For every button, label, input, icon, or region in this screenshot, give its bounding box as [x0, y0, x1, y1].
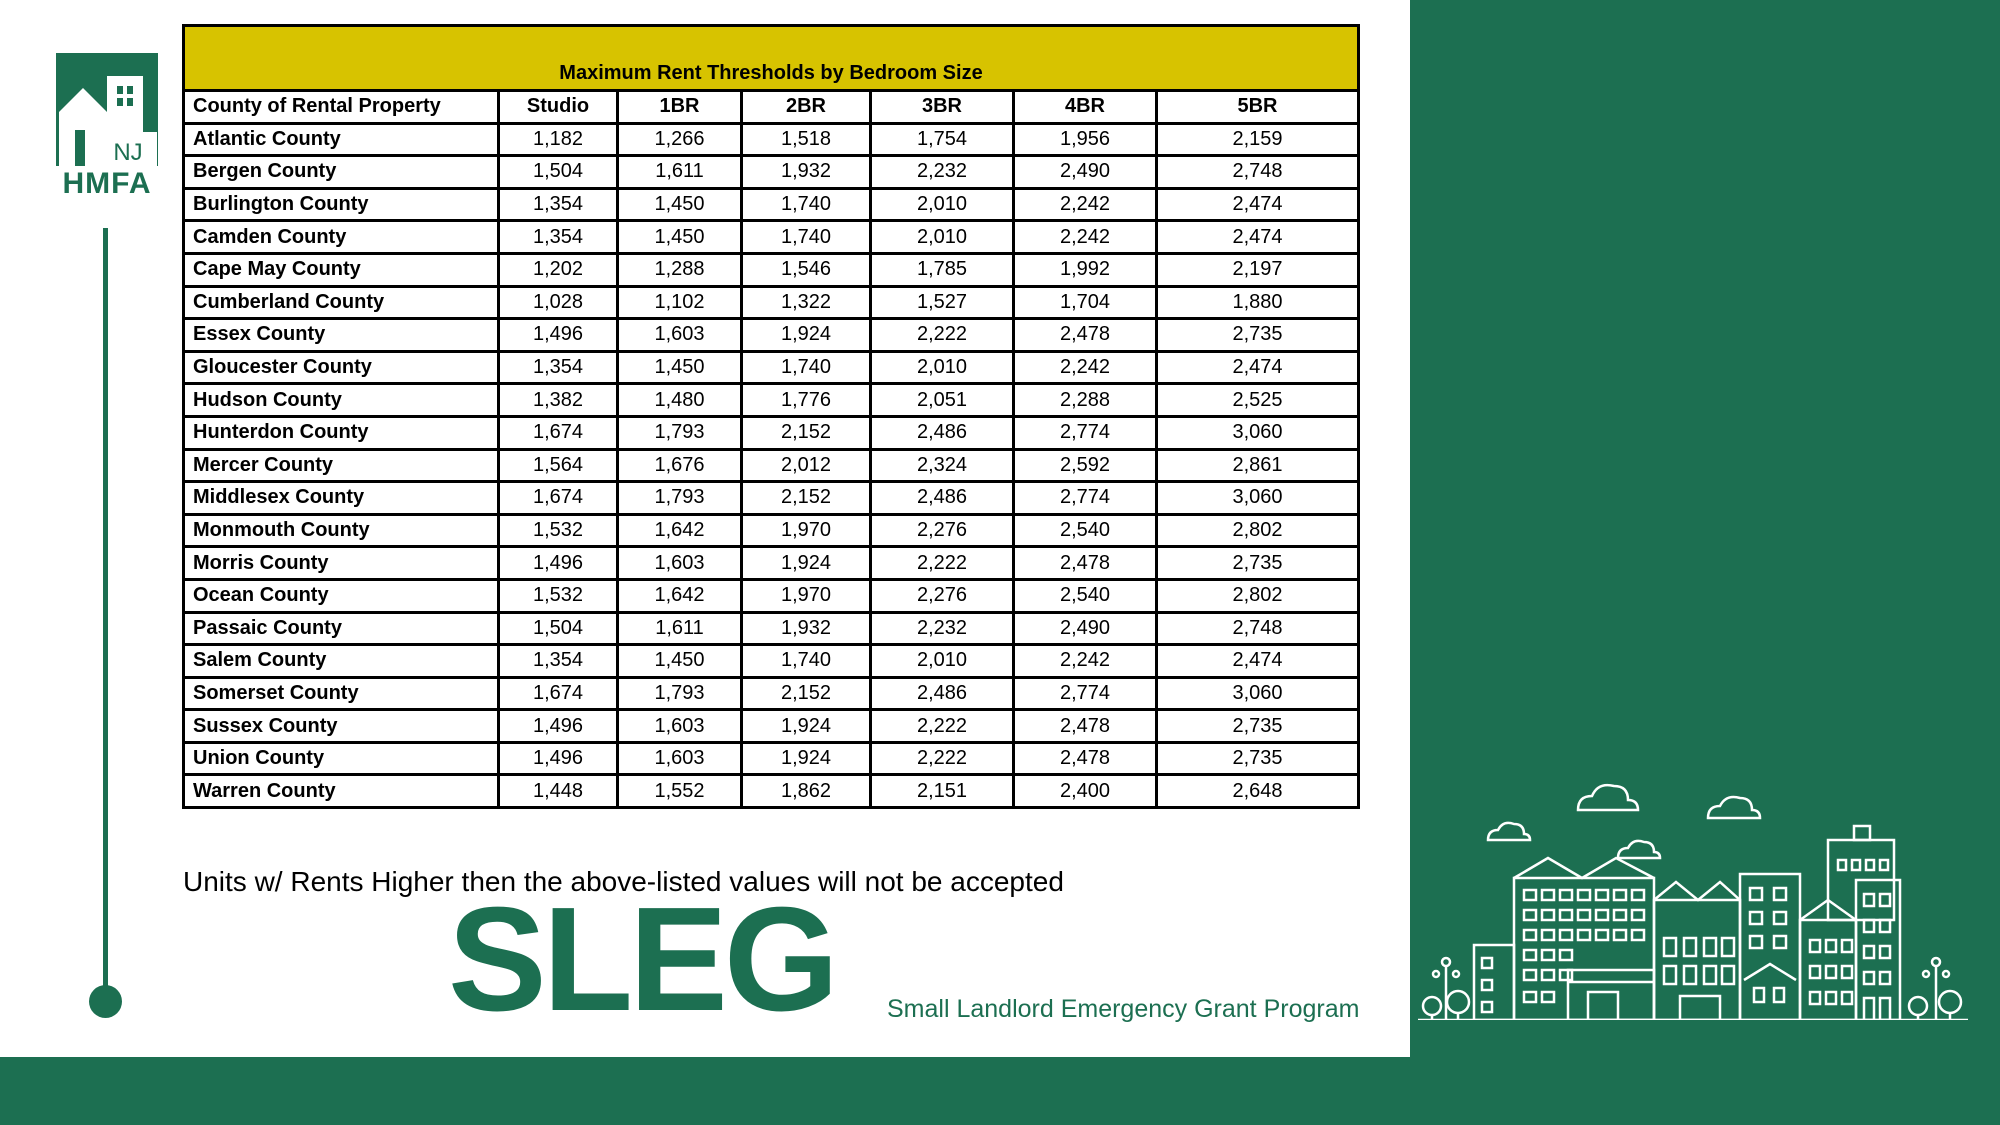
rent-value-cell: 1,448 [499, 775, 618, 808]
county-name-cell: Monmouth County [184, 514, 499, 547]
rent-value-cell: 1,354 [499, 351, 618, 384]
rent-value-cell: 2,735 [1157, 742, 1359, 775]
rent-value-cell: 1,354 [499, 221, 618, 254]
rent-value-cell: 2,474 [1157, 645, 1359, 678]
rent-value-cell: 2,478 [1014, 710, 1157, 743]
rent-value-cell: 3,060 [1157, 416, 1359, 449]
rent-value-cell: 1,496 [499, 710, 618, 743]
program-name: Small Landlord Emergency Grant Program [887, 995, 1360, 1023]
rent-value-cell: 1,202 [499, 253, 618, 286]
rent-value-cell: 2,232 [871, 612, 1014, 645]
rent-value-cell: 1,793 [618, 482, 742, 515]
county-name-cell: Cape May County [184, 253, 499, 286]
table-row [184, 123, 1359, 156]
rent-value-cell: 2,474 [1157, 188, 1359, 221]
rent-value-cell: 2,288 [1014, 384, 1157, 417]
rent-value-cell: 2,159 [1157, 123, 1359, 156]
rent-value-cell: 2,400 [1014, 775, 1157, 808]
rent-value-cell: 2,748 [1157, 156, 1359, 189]
rent-value-cell: 2,735 [1157, 547, 1359, 580]
rent-value-cell: 1,970 [742, 514, 871, 547]
county-name-cell: Sussex County [184, 710, 499, 743]
county-name-cell: Essex County [184, 319, 499, 352]
county-name-cell: Atlantic County [184, 123, 499, 156]
eligibility-note: Units w/ Rents Higher then the above-listed values will not be accepted [183, 866, 1064, 897]
table-row [184, 482, 1359, 515]
table-row [184, 579, 1359, 612]
rent-value-cell: 1,354 [499, 645, 618, 678]
timeline-line [103, 228, 108, 990]
rent-value-cell: 2,010 [871, 221, 1014, 254]
rent-value-cell: 1,322 [742, 286, 871, 319]
rent-value-cell: 2,232 [871, 156, 1014, 189]
rent-value-cell: 1,970 [742, 579, 871, 612]
rent-value-cell: 2,222 [871, 547, 1014, 580]
rent-value-cell: 1,642 [618, 514, 742, 547]
column-header-4br: 4BR [1014, 91, 1157, 124]
county-name-cell: Hudson County [184, 384, 499, 417]
rent-value-cell: 1,956 [1014, 123, 1157, 156]
rent-value-cell: 2,802 [1157, 514, 1359, 547]
rent-value-cell: 1,924 [742, 547, 871, 580]
county-name-cell: Somerset County [184, 677, 499, 710]
rent-value-cell: 1,480 [618, 384, 742, 417]
rent-value-cell: 2,152 [742, 416, 871, 449]
rent-value-cell: 1,611 [618, 612, 742, 645]
table-row [184, 221, 1359, 254]
table-row [184, 319, 1359, 352]
rent-value-cell: 1,674 [499, 416, 618, 449]
table-row [184, 547, 1359, 580]
rent-value-cell: 1,564 [499, 449, 618, 482]
rent-value-cell: 1,450 [618, 351, 742, 384]
county-name-cell: Middlesex County [184, 482, 499, 515]
sleg-wordmark: SLEG [448, 877, 835, 1042]
rent-value-cell: 2,222 [871, 319, 1014, 352]
rent-value-cell: 1,028 [499, 286, 618, 319]
rent-value-cell: 1,924 [742, 742, 871, 775]
rent-value-cell: 2,861 [1157, 449, 1359, 482]
rent-value-cell: 2,152 [742, 482, 871, 515]
rent-value-cell: 1,504 [499, 612, 618, 645]
rent-value-cell: 2,242 [1014, 221, 1157, 254]
county-name-cell: Bergen County [184, 156, 499, 189]
rent-value-cell: 2,012 [742, 449, 871, 482]
county-name-cell: Ocean County [184, 579, 499, 612]
rent-value-cell: 2,748 [1157, 612, 1359, 645]
rent-value-cell: 2,010 [871, 188, 1014, 221]
rent-value-cell: 2,525 [1157, 384, 1359, 417]
rent-value-cell: 1,740 [742, 221, 871, 254]
rent-value-cell: 2,242 [1014, 351, 1157, 384]
column-header-5br: 5BR [1157, 91, 1359, 124]
table-row [184, 188, 1359, 221]
column-header-1br: 1BR [618, 91, 742, 124]
rent-value-cell: 1,754 [871, 123, 1014, 156]
rent-value-cell: 1,504 [499, 156, 618, 189]
rent-value-cell: 3,060 [1157, 677, 1359, 710]
column-header-studio: Studio [499, 91, 618, 124]
table-header-row [184, 91, 1359, 124]
rent-value-cell: 1,603 [618, 710, 742, 743]
rent-value-cell: 1,611 [618, 156, 742, 189]
rent-value-cell: 1,603 [618, 742, 742, 775]
rent-value-cell: 2,774 [1014, 416, 1157, 449]
table-row [184, 253, 1359, 286]
rent-value-cell: 1,674 [499, 482, 618, 515]
county-name-cell: Burlington County [184, 188, 499, 221]
rent-value-cell: 1,603 [618, 319, 742, 352]
table-row [184, 351, 1359, 384]
rent-value-cell: 1,382 [499, 384, 618, 417]
rent-value-cell: 1,288 [618, 253, 742, 286]
rent-value-cell: 2,540 [1014, 579, 1157, 612]
rent-value-cell: 2,592 [1014, 449, 1157, 482]
table-row [184, 384, 1359, 417]
rent-value-cell: 1,450 [618, 645, 742, 678]
rent-value-cell: 1,642 [618, 579, 742, 612]
rent-value-cell: 2,774 [1014, 482, 1157, 515]
city-skyline-icon [1418, 770, 1968, 1020]
rent-value-cell: 1,532 [499, 579, 618, 612]
table-body [184, 123, 1359, 807]
rent-value-cell: 1,518 [742, 123, 871, 156]
rent-value-cell: 1,496 [499, 547, 618, 580]
rent-value-cell: 1,704 [1014, 286, 1157, 319]
rent-value-cell: 2,474 [1157, 221, 1359, 254]
table-row [184, 612, 1359, 645]
rent-value-cell: 1,266 [618, 123, 742, 156]
rent-value-cell: 1,496 [499, 319, 618, 352]
rent-value-cell: 1,776 [742, 384, 871, 417]
rent-value-cell: 1,740 [742, 645, 871, 678]
rent-value-cell: 2,486 [871, 677, 1014, 710]
table-row [184, 742, 1359, 775]
table-row [184, 156, 1359, 189]
county-name-cell: Cumberland County [184, 286, 499, 319]
nj-hmfa-logo [55, 52, 159, 200]
table-row [184, 677, 1359, 710]
table-row [184, 514, 1359, 547]
rent-value-cell: 2,276 [871, 579, 1014, 612]
rent-value-cell: 1,932 [742, 156, 871, 189]
rent-value-cell: 1,785 [871, 253, 1014, 286]
rent-value-cell: 1,496 [499, 742, 618, 775]
rent-value-cell: 2,735 [1157, 710, 1359, 743]
rent-value-cell: 1,450 [618, 221, 742, 254]
rent-value-cell: 2,802 [1157, 579, 1359, 612]
rent-value-cell: 2,478 [1014, 742, 1157, 775]
table-row [184, 449, 1359, 482]
rent-value-cell: 1,354 [499, 188, 618, 221]
county-name-cell: Camden County [184, 221, 499, 254]
rent-value-cell: 1,552 [618, 775, 742, 808]
county-name-cell: Union County [184, 742, 499, 775]
bottom-band [0, 1057, 2000, 1125]
rent-value-cell: 1,674 [499, 677, 618, 710]
rent-value-cell: 1,450 [618, 188, 742, 221]
rent-value-cell: 1,102 [618, 286, 742, 319]
rent-value-cell: 2,490 [1014, 156, 1157, 189]
table-row [184, 710, 1359, 743]
rent-value-cell: 1,740 [742, 188, 871, 221]
county-name-cell: Morris County [184, 547, 499, 580]
county-name-cell: Warren County [184, 775, 499, 808]
rent-value-cell: 2,276 [871, 514, 1014, 547]
rent-value-cell: 1,546 [742, 253, 871, 286]
rent-value-cell: 2,474 [1157, 351, 1359, 384]
rent-value-cell: 2,242 [1014, 645, 1157, 678]
table-row [184, 775, 1359, 808]
timeline-dot [89, 985, 122, 1018]
rent-value-cell: 1,793 [618, 416, 742, 449]
rent-value-cell: 2,478 [1014, 319, 1157, 352]
county-name-cell: Gloucester County [184, 351, 499, 384]
county-name-cell: Passaic County [184, 612, 499, 645]
table-title: Maximum Rent Thresholds by Bedroom Size [184, 26, 1359, 91]
rent-value-cell: 2,478 [1014, 547, 1157, 580]
rent-value-cell: 2,735 [1157, 319, 1359, 352]
rent-value-cell: 1,603 [618, 547, 742, 580]
rent-value-cell: 2,486 [871, 482, 1014, 515]
rent-value-cell: 2,010 [871, 645, 1014, 678]
rent-value-cell: 3,060 [1157, 482, 1359, 515]
rent-value-cell: 2,222 [871, 710, 1014, 743]
county-name-cell: Hunterdon County [184, 416, 499, 449]
rent-value-cell: 2,490 [1014, 612, 1157, 645]
rent-value-cell: 2,324 [871, 449, 1014, 482]
rent-value-cell: 2,222 [871, 742, 1014, 775]
rent-value-cell: 1,862 [742, 775, 871, 808]
rent-value-cell: 2,540 [1014, 514, 1157, 547]
rent-value-cell: 1,880 [1157, 286, 1359, 319]
rent-value-cell: 2,648 [1157, 775, 1359, 808]
table-row [184, 416, 1359, 449]
rent-value-cell: 2,197 [1157, 253, 1359, 286]
table-title-row [184, 26, 1359, 91]
logo-text: HMFA [62, 167, 152, 200]
county-name-cell: Salem County [184, 645, 499, 678]
rent-value-cell: 1,182 [499, 123, 618, 156]
rent-value-cell: 1,924 [742, 319, 871, 352]
rent-value-cell: 2,486 [871, 416, 1014, 449]
rent-value-cell: 1,676 [618, 449, 742, 482]
rent-value-cell: 1,932 [742, 612, 871, 645]
rent-value-cell: 1,532 [499, 514, 618, 547]
column-header-2br: 2BR [742, 91, 871, 124]
rent-value-cell: 2,151 [871, 775, 1014, 808]
rent-value-cell: 2,010 [871, 351, 1014, 384]
rent-value-cell: 1,924 [742, 710, 871, 743]
column-header-county: County of Rental Property [184, 91, 499, 124]
rent-value-cell: 1,992 [1014, 253, 1157, 286]
rent-value-cell: 2,152 [742, 677, 871, 710]
column-header-3br: 3BR [871, 91, 1014, 124]
rent-value-cell: 1,527 [871, 286, 1014, 319]
rent-value-cell: 2,051 [871, 384, 1014, 417]
table-row [184, 286, 1359, 319]
rent-value-cell: 1,740 [742, 351, 871, 384]
county-name-cell: Mercer County [184, 449, 499, 482]
rent-threshold-table [182, 24, 1360, 809]
rent-value-cell: 1,793 [618, 677, 742, 710]
building-logo-icon [55, 52, 159, 167]
logo-nj-text: NJ [113, 139, 143, 166]
table-row [184, 645, 1359, 678]
rent-value-cell: 2,774 [1014, 677, 1157, 710]
rent-value-cell: 2,242 [1014, 188, 1157, 221]
